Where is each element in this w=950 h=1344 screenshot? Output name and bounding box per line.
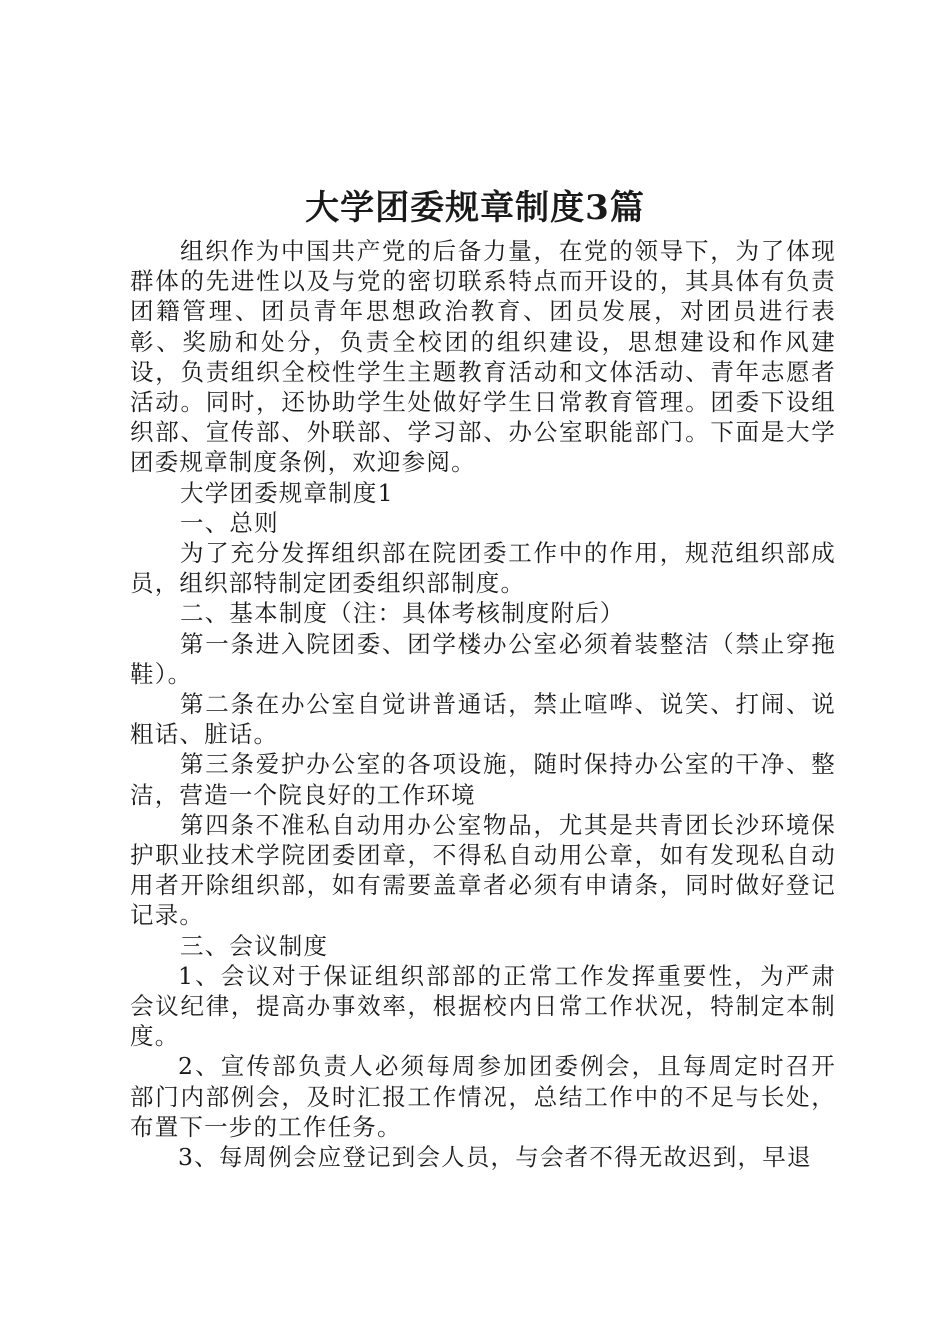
article-paragraph: 第二条在办公室自觉讲普通话，禁止喧哗、说笑、打闹、说粗话、脏话。 <box>130 690 836 749</box>
numbered-paragraph: 2、宣传部负责人必须每周参加团委例会，且每周定时召开部门内部例会，及时汇报工作情况，总结工作中的不足与长处，布置下一步的工作任务。 <box>130 1052 836 1141</box>
document-body <box>130 236 836 1172</box>
chapter-heading: 二、基本制度（注：具体考核制度附后） <box>180 599 625 628</box>
intro-paragraph: 组织作为中国共产党的后备力量，在党的领导下，为了体现群体的先进性以及与党的密切联系特点而开设的，其具体有负责团籍管理、团员青年思想政治教育、团员发展，对团员进行表彰、奖励和处分，负责全校团的组织建设，思想建设和作风建设，负责组织全校性学生主题教育活动和文体活动、青年志愿者活动。同时，还协助学生处做好学生日常教育管理。团委下设组织部、宣传部、外联部、学习部、办公室职能部门。下面是大学团委规章制度条例，欢迎参阅。 <box>130 237 836 477</box>
article-paragraph: 第一条进入院团委、团学楼办公室必须着装整洁（禁止穿拖鞋）。 <box>130 629 836 688</box>
document-title: 大学团委规章制度3篇 <box>305 188 645 228</box>
chapter-heading: 三、会议制度 <box>180 931 329 960</box>
article-paragraph: 第四条不准私自动用办公室物品，尤其是共青团长沙环境保护职业技术学院团委团章，不得私自动用公章，如有发现私自动用者开除组织部，如有需要盖章者必须有申请条，同时做好登记记录。 <box>130 810 836 930</box>
paragraph: 为了充分发挥组织部在院团委工作中的作用，规范组织部成员，组织部特制定团委组织部制度。 <box>130 539 836 598</box>
numbered-paragraph: 1、会议对于保证组织部部的正常工作发挥重要性，为严肃会议纪律，提高办事效率，根据校内日常工作状况，特制定本制度。 <box>130 961 836 1051</box>
chapter-heading: 一、总则 <box>180 508 279 537</box>
numbered-paragraph: 3、每周例会应登记到会人员，与会者不得无故迟到，早退 <box>178 1143 812 1172</box>
section-heading: 大学团委规章制度1 <box>180 478 394 507</box>
article-paragraph: 第三条爱护办公室的各项设施，随时保持办公室的干净、整洁，营造一个院良好的工作环境 <box>130 750 836 809</box>
